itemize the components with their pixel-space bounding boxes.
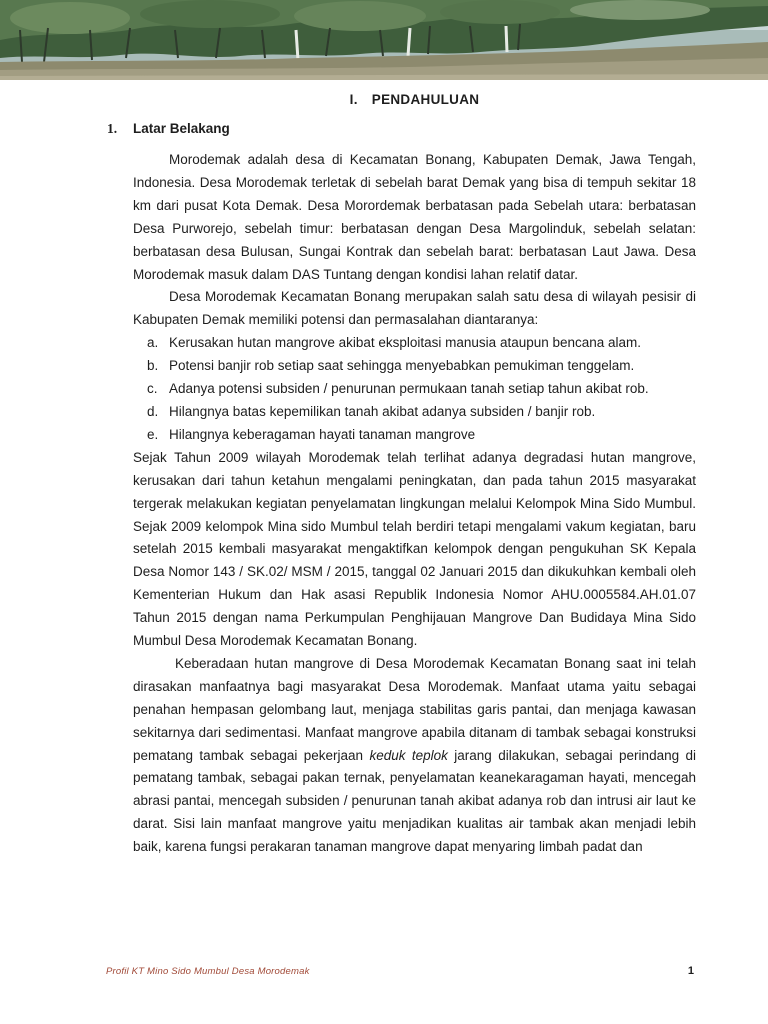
document-body [107,92,696,859]
list-marker: e. [147,426,159,442]
paragraph-4-text-start: Keberadaan hutan mangrove di Desa Morodemak Kecamatan Bonang saat ini telah dirasakan manfaatnya bagi masyarakat Desa Morodemak. Manfaat utama yaitu sebagai penahan hempasan gelombang laut, menjaga stabilitas garis pantai, dan menjaga kawasan sekitarnya dari sedimentasi. Manfaat mangrove apabila ditanam di tambak sebagai konstruksi pematang tambak sebagai pekerjaan [133,655,696,763]
chapter-title: PENDAHULUAN [371,92,480,107]
list-marker: d. [147,403,159,419]
header-banner-photo [0,0,768,80]
footer-document-title: Profil KT Mino Sido Mumbul Desa Morodemak [106,966,310,977]
paragraph-4-text-end: jarang dilakukan, sebagai perindang di pematang tambak, sebagai pakan ternak, penyelamatan keanekaragaman hayati, mencegah abrasi pantai, mencegah subsiden / penurunan tanah akibat adanya rob dan intrusi air laut ke darat. Sisi lain manfaat mangrove yaitu menjadikan kualitas air tambak akan menjadi lebih baik, karena fungsi perakaran tanaman mangrove dapat menyaring limbah padat dan [133,747,696,855]
section-number: 1. [107,121,118,136]
list-marker: a. [147,335,159,351]
list-item-text: Potensi banjir rob setiap saat sehingga menyebabkan pemukiman tenggelam. [169,358,635,374]
section-title: Latar Belakang [133,121,230,136]
list-marker: b. [147,358,159,374]
paragraph-4 [133,653,696,859]
list-item-text: Adanya potensi subsiden / penurunan permukaan tanah setiap tahun akibat rob. [169,381,649,397]
list-item-text: Kerusakan hutan mangrove akibat eksploitasi manusia ataupun bencana alam. [169,335,642,351]
section-heading [107,121,696,136]
list-item [133,355,696,378]
list-item [133,401,696,424]
chapter-number: I. [349,92,358,107]
list-item [133,378,696,401]
paragraph-1: Morodemak adalah desa di Kecamatan Bonang, Kabupaten Demak, Jawa Tengah, Indonesia. Desa Morodemak terletak di sebelah barat Demak yang bisa di tempuh sekitar 18 km dari pusat Kota Demak. Desa Morordemak berbatasan pada Sebelah utara: berbatasan Desa Purworejo, sebelah timur: berbatasan dengan Desa Margolinduk, sebelah selatan: berbatasan desa Bulusan, Sungai Kontrak dan sebelah barat: berbatasan Laut Jawa. Desa Morodemak masuk dalam DAS Tuntang dengan kondisi lahan relatif datar. [133,152,696,282]
list-item-text: Hilangnya batas kepemilikan tanah akibat adanya subsiden / banjir rob. [169,403,596,419]
paragraph-3: Sejak Tahun 2009 wilayah Morodemak telah terlihat adanya degradasi hutan mangrove, kerusakan dari tahun ketahun mengalami peningkatan, dan pada tahun 2015 masyarakat tergerak melakukan kegiatan penyelamatan lingkungan melalui Kelompok Mina Sido Mumbul. Sejak 2009 kelompok Mina sido Mumbul telah berdiri tetapi mengalami vakum kegiatan, baru setelah 2015 kembali masyarakat mengaktifkan kelompok dengan pengukuhan SK Kepala Desa Nomor 143 / SK.02/ MSM / 2015, tanggal 02 Januari 2015 dan dikukuhkan kembali oleh Kementerian Hukum dan Hak asasi Republik Indonesia Nomor AHU.0005584.AH.01.07 Tahun 2015 dengan nama Perkumpulan Penghijauan Mangrove Dan Budidaya Mina Sido Mumbul Desa Morodemak Kecamatan Bonang. [133,449,696,649]
paragraph-4-italic-term: keduk teplok [369,747,448,763]
paragraph-2: Desa Morodemak Kecamatan Bonang merupakan salah satu desa di wilayah pesisir di Kabupaten Demak memiliki potensi dan permasalahan diantaranya: [133,289,696,328]
page-footer [106,966,696,982]
page-number: 1 [687,965,694,977]
chapter-heading [133,92,696,107]
list-item-text: Hilangnya keberagaman hayati tanaman mangrove [169,426,476,442]
mangrove-landscape-image [0,0,768,80]
issues-list [133,332,696,447]
list-item [133,332,696,355]
list-marker: c. [147,381,158,397]
list-item [133,424,696,447]
